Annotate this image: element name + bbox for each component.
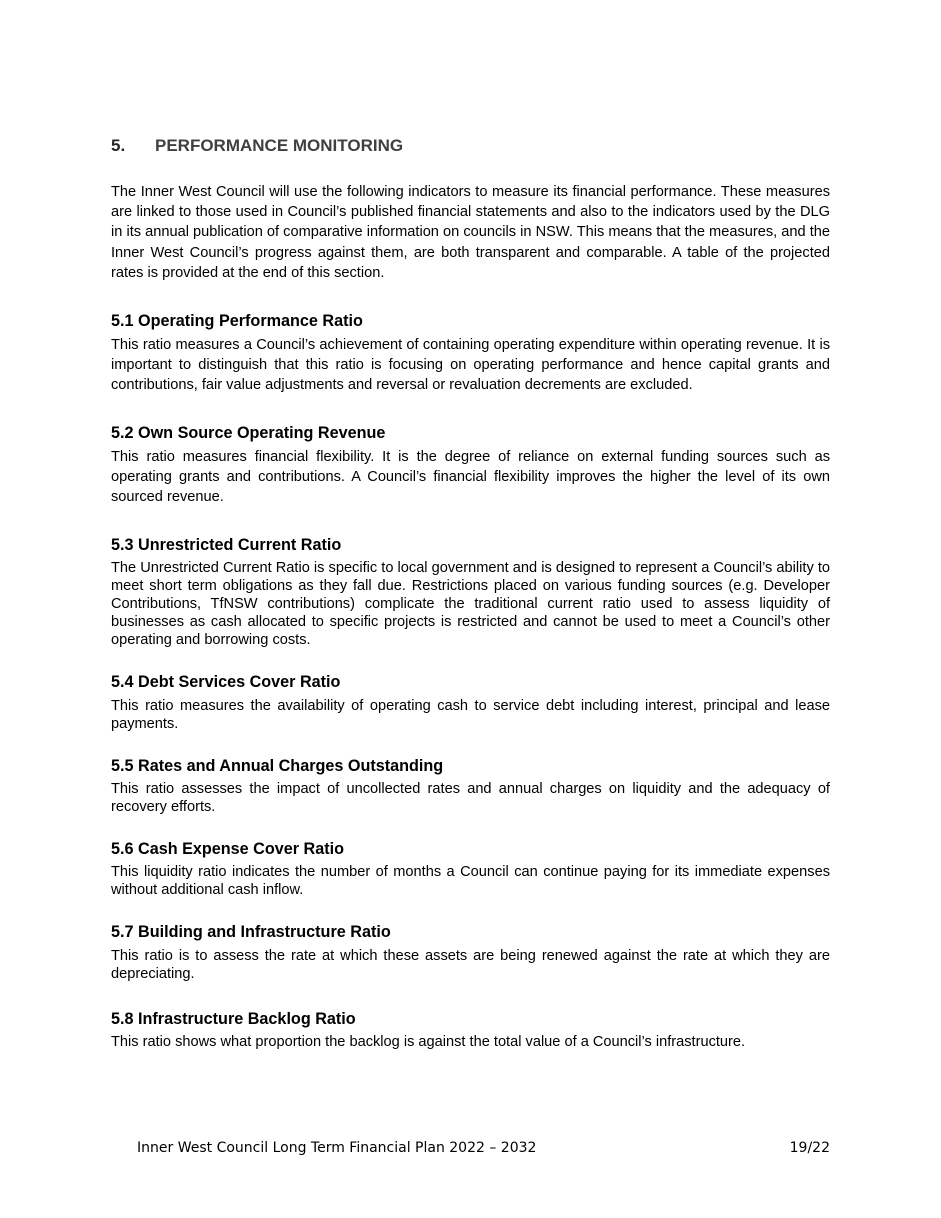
subsection-title-5-2: 5.2 Own Source Operating Revenue xyxy=(111,424,386,442)
subsection-title-5-7: 5.7 Building and Infrastructure Ratio xyxy=(111,923,391,941)
subsection-body-5-6: This liquidity ratio indicates the number of months a Council can continue paying for its immediate expenses without additional cash inflow. xyxy=(111,864,830,898)
intro-paragraph: The Inner West Council will use the following indicators to measure its financial performance. These measures are linked to those used in Council’s published financial statements and also to the indicators used by the DLG in its annual publication of comparative information on councils in NSW. This means that the measures, and the Inner West Council’s progress against them, are both transparent and comparable. A table of the projected rates is provided at the end of this section. xyxy=(111,184,830,281)
subsection-title-5-8: 5.8 Infrastructure Backlog Ratio xyxy=(111,1010,356,1028)
footer-document-title: Inner West Council Long Term Financial Plan 2022 – 2032 xyxy=(137,1140,537,1156)
subsection-body-5-3: The Unrestricted Current Ratio is specific to local government and is designed to represent a Council’s ability to meet short term obligations as they fall due. Restrictions placed on various funding sources (e.g. Developer Contributions, TfNSW contributions) complicate the traditional current ratio used to assess liquidity of businesses as cash allocated to specific projects is restricted and cannot be used to meet a Council’s other operating and borrowing costs. xyxy=(111,560,830,648)
subsection-body-5-1: This ratio measures a Council’s achievement of containing operating expenditure within operating revenue. It is important to distinguish that this ratio is focusing on operating performance and hence capital grants and contributions, fair value adjustments and reversal or revaluation decrements are excluded. xyxy=(111,337,830,394)
section-number: 5. xyxy=(111,136,126,155)
subsection-body-5-2: This ratio measures financial flexibility. It is the degree of reliance on external funding sources such as operating grants and contributions. A Council’s financial flexibility improves the higher the level of its own sourced revenue. xyxy=(111,449,830,506)
subsection-body-5-5: This ratio assesses the impact of uncollected rates and annual charges on liquidity and the adequacy of recovery efforts. xyxy=(111,781,830,815)
footer-page-number: 19/22 xyxy=(789,1140,830,1156)
subsection-body-5-4: This ratio measures the availability of operating cash to service debt including interest, principal and lease payments. xyxy=(111,698,830,732)
section-title: PERFORMANCE MONITORING xyxy=(155,136,404,155)
subsection-title-5-3: 5.3 Unrestricted Current Ratio xyxy=(111,536,342,554)
subsection-body-5-8: This ratio shows what proportion the backlog is against the total value of a Council’s infrastructure. xyxy=(111,1034,746,1050)
subsection-title-5-5: 5.5 Rates and Annual Charges Outstanding xyxy=(111,757,444,775)
section-heading xyxy=(111,136,403,156)
subsection-title-5-1: 5.1 Operating Performance Ratio xyxy=(111,312,363,330)
subsection-title-5-6: 5.6 Cash Expense Cover Ratio xyxy=(111,840,345,858)
subsection-title-5-4: 5.4 Debt Services Cover Ratio xyxy=(111,673,341,691)
subsection-body-5-7: This ratio is to assess the rate at which these assets are being renewed against the rate at which they are depreciating. xyxy=(111,948,830,982)
